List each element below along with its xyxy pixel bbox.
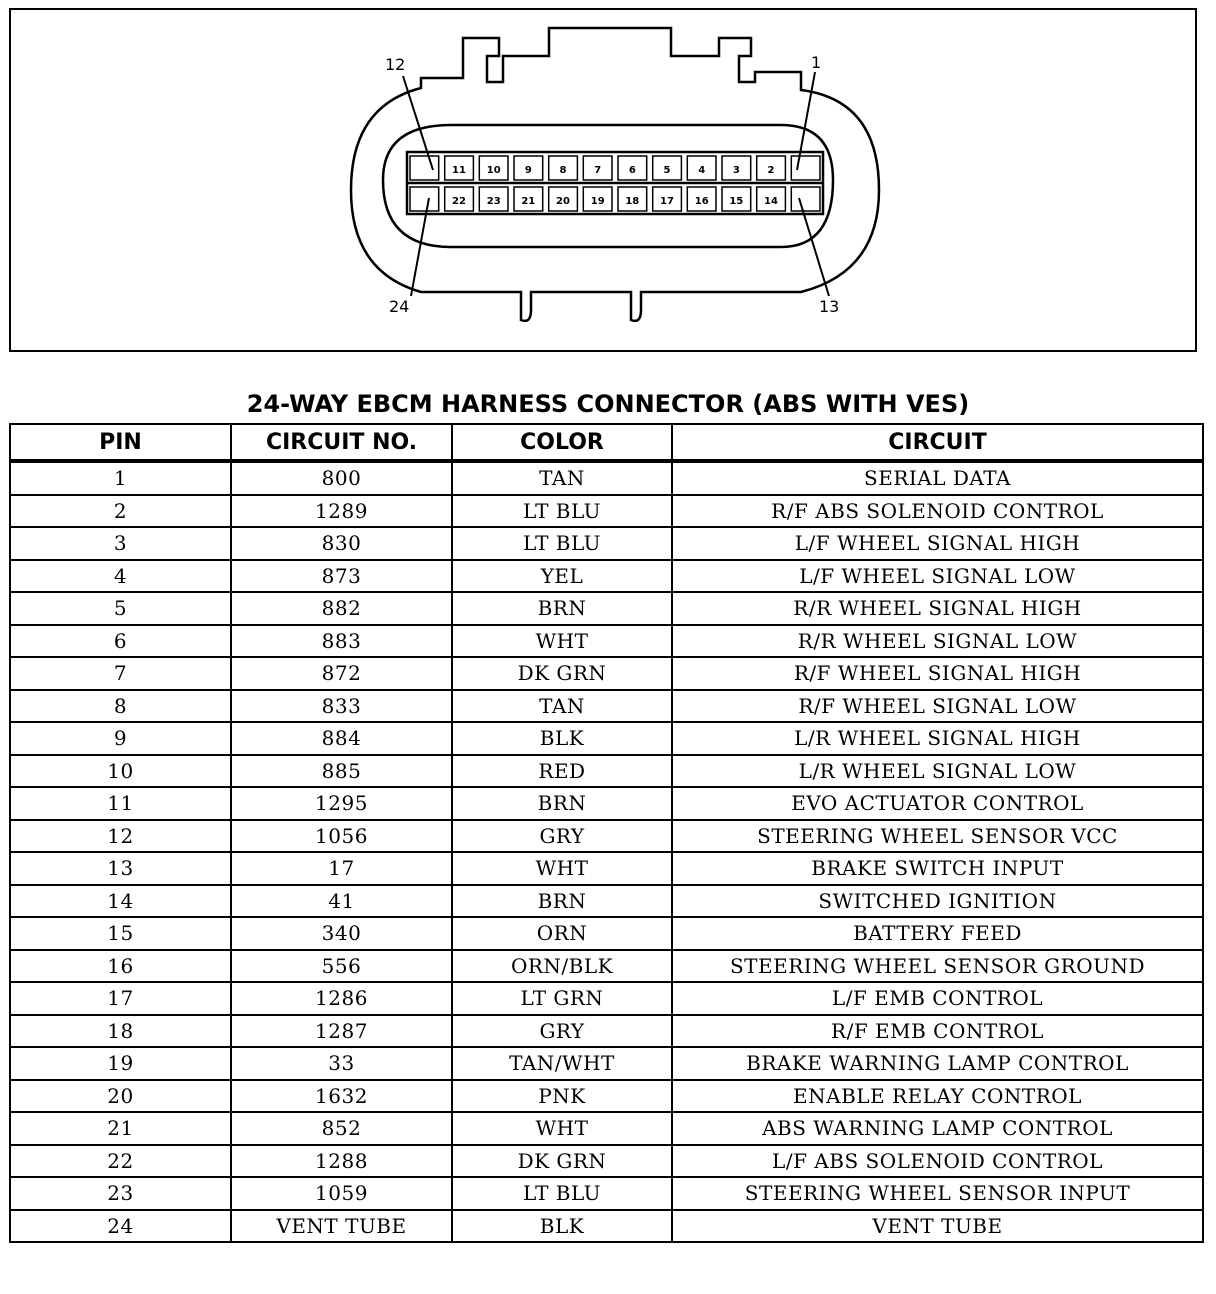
cell-pin: 20 [10,1080,231,1113]
cavity-number: 2 [767,165,775,176]
cell-color: LT BLU [452,495,672,528]
cell-circuit-no: 340 [231,917,452,950]
table-row [10,950,1203,983]
cell-pin: 18 [10,1015,231,1048]
callout-pin-1: 1 [811,53,822,72]
cell-color: BLK [452,722,672,755]
cell-color: TAN [452,461,672,495]
cavity-number: 5 [663,165,671,176]
cavity-number: 7 [594,165,602,176]
cell-circuit: ABS WARNING LAMP CONTROL [672,1112,1203,1145]
table-row [10,1047,1203,1080]
cell-circuit-no: 852 [231,1112,452,1145]
cell-circuit: EVO ACTUATOR CONTROL [672,787,1203,820]
cell-circuit-no: 1059 [231,1177,452,1210]
cell-pin: 7 [10,657,231,690]
cavity-number: 22 [452,196,466,207]
cell-circuit: R/F WHEEL SIGNAL LOW [672,690,1203,723]
cell-circuit-no: 33 [231,1047,452,1080]
cell-circuit-no: 882 [231,592,452,625]
connector-diagram [9,8,1197,352]
cell-pin: 3 [10,527,231,560]
cell-circuit-no: 1288 [231,1145,452,1178]
cell-circuit-no: 883 [231,625,452,658]
connector-face-view [11,10,1199,354]
cavity-number: 14 [764,196,778,207]
cell-circuit: L/R WHEEL SIGNAL HIGH [672,722,1203,755]
cavity-number: 18 [625,196,640,207]
cell-pin: 12 [10,820,231,853]
table-row [10,1015,1203,1048]
pin-cavity [791,156,820,180]
cell-circuit-no: 1295 [231,787,452,820]
cell-pin: 23 [10,1177,231,1210]
cell-circuit: SERIAL DATA [672,461,1203,495]
cell-color: PNK [452,1080,672,1113]
table-row [10,625,1203,658]
cell-pin: 6 [10,625,231,658]
cell-color: WHT [452,1112,672,1145]
cavity-number: 23 [486,196,501,207]
callout-pin-13: 13 [819,297,840,316]
table-row [10,885,1203,918]
pin-cavity [410,156,439,180]
cell-color: GRY [452,1015,672,1048]
table-row [10,527,1203,560]
cell-circuit: BRAKE WARNING LAMP CONTROL [672,1047,1203,1080]
cell-circuit: R/R WHEEL SIGNAL LOW [672,625,1203,658]
cell-color: ORN [452,917,672,950]
cell-circuit: L/F WHEEL SIGNAL HIGH [672,527,1203,560]
header-pin: PIN [10,424,231,461]
cell-circuit-no: 1289 [231,495,452,528]
cell-pin: 22 [10,1145,231,1178]
cell-pin: 10 [10,755,231,788]
table-row [10,1145,1203,1178]
header-circuit: CIRCUIT [672,424,1203,461]
cell-circuit: STEERING WHEEL SENSOR VCC [672,820,1203,853]
cell-circuit: L/R WHEEL SIGNAL LOW [672,755,1203,788]
cell-circuit-no: 556 [231,950,452,983]
cell-color: DK GRN [452,1145,672,1178]
table-row [10,982,1203,1015]
cavity-number: 8 [559,165,567,176]
table-row [10,1177,1203,1210]
cell-circuit-no: 833 [231,690,452,723]
table-row [10,755,1203,788]
cell-circuit-no: 800 [231,461,452,495]
cell-circuit-no: 1056 [231,820,452,853]
table-header-row [10,424,1203,461]
cell-color: BRN [452,592,672,625]
cell-color: GRY [452,820,672,853]
cell-color: DK GRN [452,657,672,690]
cell-circuit: STEERING WHEEL SENSOR GROUND [672,950,1203,983]
table-row [10,722,1203,755]
cell-circuit-no: 872 [231,657,452,690]
cell-circuit: VENT TUBE [672,1210,1203,1243]
table-row [10,592,1203,625]
cell-circuit-no: VENT TUBE [231,1210,452,1243]
table-row [10,461,1203,495]
cell-pin: 14 [10,885,231,918]
table-row [10,690,1203,723]
table-row [10,495,1203,528]
cell-color: LT GRN [452,982,672,1015]
cell-circuit-no: 41 [231,885,452,918]
cell-pin: 19 [10,1047,231,1080]
cell-circuit: SWITCHED IGNITION [672,885,1203,918]
cell-circuit: L/F ABS SOLENOID CONTROL [672,1145,1203,1178]
callout-pin-24: 24 [389,297,410,316]
callout-pin-12: 12 [385,55,406,74]
cell-pin: 8 [10,690,231,723]
cell-color: LT BLU [452,527,672,560]
cell-color: BRN [452,787,672,820]
cavity-number: 21 [521,196,536,207]
cavity-number: 19 [590,196,605,207]
cell-circuit-no: 873 [231,560,452,593]
cell-color: TAN [452,690,672,723]
table-row [10,820,1203,853]
cell-circuit: ENABLE RELAY CONTROL [672,1080,1203,1113]
cell-circuit-no: 1286 [231,982,452,1015]
cell-color: BRN [452,885,672,918]
cavity-number: 3 [732,165,740,176]
cavity-number: 4 [698,165,706,176]
cavity-number: 15 [729,196,744,207]
cavity-number: 17 [660,196,674,207]
cavity-number: 9 [524,165,532,176]
cell-circuit-no: 1287 [231,1015,452,1048]
header-color: COLOR [452,424,672,461]
cell-circuit: R/R WHEEL SIGNAL HIGH [672,592,1203,625]
cell-pin: 21 [10,1112,231,1145]
cell-pin: 11 [10,787,231,820]
cavity-number: 11 [452,165,466,176]
cavity-number: 16 [694,196,709,207]
cavity-number: 10 [486,165,501,176]
table-title: 24-WAY EBCM HARNESS CONNECTOR (ABS WITH VES) [246,390,970,418]
cell-color: YEL [452,560,672,593]
cell-circuit: BRAKE SWITCH INPUT [672,852,1203,885]
cell-circuit: R/F WHEEL SIGNAL HIGH [672,657,1203,690]
table-row [10,1080,1203,1113]
table-row [10,657,1203,690]
cell-pin: 24 [10,1210,231,1243]
cell-pin: 9 [10,722,231,755]
cell-circuit-no: 830 [231,527,452,560]
cell-color: BLK [452,1210,672,1243]
cell-pin: 5 [10,592,231,625]
cell-color: ORN/BLK [452,950,672,983]
cell-pin: 16 [10,950,231,983]
table-row [10,852,1203,885]
cell-color: RED [452,755,672,788]
cell-color: LT BLU [452,1177,672,1210]
cell-pin: 15 [10,917,231,950]
table-row [10,787,1203,820]
table-row [10,917,1203,950]
pin-cavity [410,187,439,211]
cell-color: WHT [452,625,672,658]
cell-circuit-no: 885 [231,755,452,788]
cell-circuit: STEERING WHEEL SENSOR INPUT [672,1177,1203,1210]
cell-circuit: L/F WHEEL SIGNAL LOW [672,560,1203,593]
cell-color: TAN/WHT [452,1047,672,1080]
cavity-number: 20 [556,196,570,207]
cell-circuit: R/F ABS SOLENOID CONTROL [672,495,1203,528]
cell-circuit: R/F EMB CONTROL [672,1015,1203,1048]
cell-color: WHT [452,852,672,885]
cell-circuit-no: 17 [231,852,452,885]
table-row [10,1112,1203,1145]
cavity-number: 6 [628,165,636,176]
cell-pin: 4 [10,560,231,593]
cell-circuit: BATTERY FEED [672,917,1203,950]
cell-pin: 13 [10,852,231,885]
pinout-table [9,423,1204,1243]
table-row [10,1210,1203,1243]
cell-pin: 2 [10,495,231,528]
cell-pin: 1 [10,461,231,495]
pin-cavity [791,187,820,211]
connector-housing [351,28,879,321]
cell-circuit-no: 1632 [231,1080,452,1113]
cell-circuit: L/F EMB CONTROL [672,982,1203,1015]
table-row [10,560,1203,593]
cell-pin: 17 [10,982,231,1015]
header-circuit-no: CIRCUIT NO. [231,424,452,461]
cell-circuit-no: 884 [231,722,452,755]
